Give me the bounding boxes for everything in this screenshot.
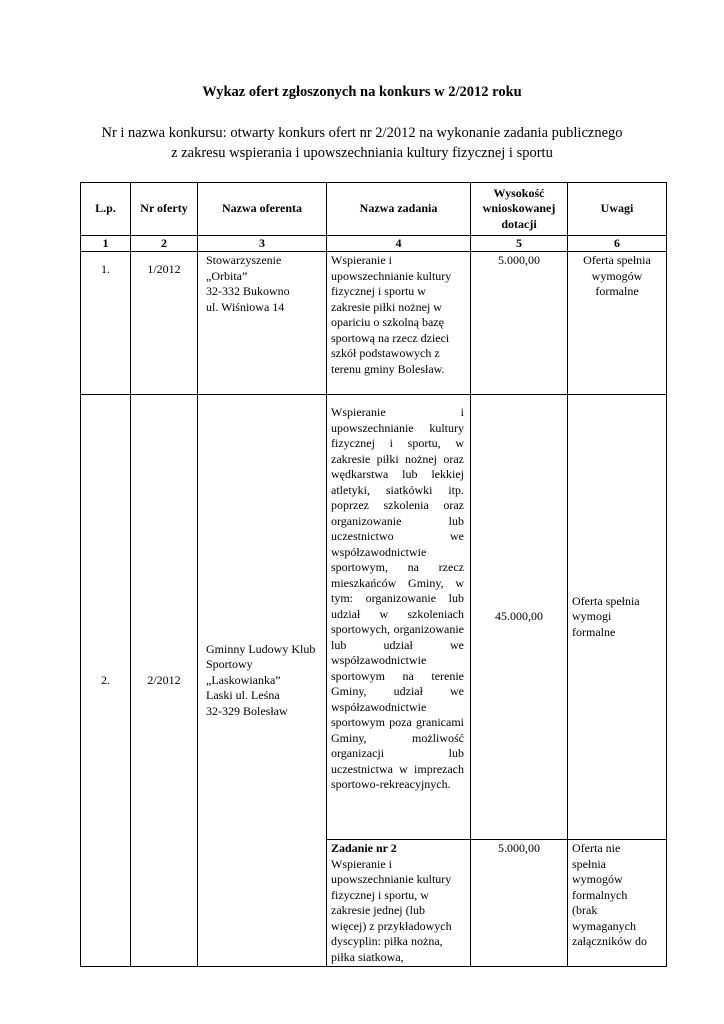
competition-name-line-2: z zakresu wspierania i upowszechniania kultury fizycznej i sportu [171, 145, 553, 161]
bidder-line: 32-332 Bukowno [206, 284, 290, 298]
bidder-line: ul. Wiśniowa 14 [206, 299, 285, 314]
row-grant-amount: 45.000,00 [471, 395, 568, 840]
task-line: szkół podstawowych z [331, 346, 440, 360]
row-task [327, 252, 471, 395]
task-line: dyscyplin: piłka nożna, [331, 934, 443, 948]
header-task-name: Nazwa zadania [327, 183, 471, 236]
remarks-line: wymogów [591, 268, 643, 283]
column-numbers-row [81, 236, 667, 252]
task-line: więcej) z przykładowych [331, 918, 452, 933]
remarks-line: formalne [572, 624, 616, 639]
bidder-line: Sportowy [206, 657, 253, 672]
competition-name [0, 123, 724, 163]
row-lp: 1. [81, 252, 131, 395]
remarks-line: Oferta nie [572, 841, 621, 855]
header-bidder-name: Nazwa oferenta [198, 183, 327, 236]
column-number: 5 [471, 236, 568, 252]
remarks-line: formalne [595, 284, 639, 298]
bidder-line: „Laskowianka” [206, 672, 281, 687]
task-line: opariciu o szkolną bazę [331, 315, 444, 329]
column-number: 3 [198, 236, 327, 252]
task-line: fizycznej i sportu, w [331, 887, 429, 902]
row-task [327, 840, 471, 967]
row-bidder [198, 252, 327, 395]
remarks-line: Oferta spełnia [583, 253, 651, 267]
header-grant-amount-line-3: dotacji [501, 216, 537, 231]
competition-name-line-1: Nr i nazwa konkursu: otwarty konkurs ofert nr 2/2012 na wykonanie zadania publicznego [101, 125, 623, 141]
header-grant-amount-line-2: wnioskowanej [482, 201, 556, 216]
remarks-line: Oferta spełnia [572, 593, 640, 608]
header-offer-number: Nr oferty [131, 183, 198, 236]
remarks-line: (brak [572, 903, 598, 917]
column-number: 2 [131, 236, 198, 252]
column-number: 4 [327, 236, 471, 252]
row-remarks [568, 252, 667, 395]
bidder-line: „Orbita” [206, 268, 248, 283]
task-line: sportową na rzecz dzieci [331, 330, 450, 345]
task-line: upowszechnianie kultury [331, 268, 452, 283]
task-line: Wspieranie i [331, 253, 392, 267]
bidder-line: Laski ul. Leśna [206, 688, 280, 703]
row-offer-number: 2/2012 [131, 395, 198, 967]
bidder-line: Stowarzyszenie [206, 253, 282, 267]
remarks-line: wymogów [572, 872, 623, 886]
header-grant-amount [471, 183, 568, 236]
task-line: zakresie piłki nożnej w [331, 299, 442, 314]
remarks-line: wymaganych [572, 918, 636, 933]
column-number: 6 [568, 236, 667, 252]
remarks-line: wymogi [572, 609, 612, 624]
document-title: Wykaz ofert zgłoszonych na konkurs w 2/2012 roku [202, 84, 522, 100]
row-offer-number: 1/2012 [131, 252, 198, 395]
row-remarks [568, 840, 667, 967]
header-grant-amount-line-1: Wysokość [493, 185, 545, 200]
task-line: upowszechnianie kultury [331, 872, 452, 886]
table-header-row [81, 183, 667, 236]
bidder-line: Gminny Ludowy Klub [206, 641, 316, 656]
table-row [81, 395, 667, 840]
task-line: zakresie jednej (lub [331, 903, 425, 917]
offers-table [80, 182, 667, 967]
row-grant-amount: 5.000,00 [471, 252, 568, 395]
task-line: piłka siatkowa, [331, 949, 404, 964]
task-line: terenu gminy Bolesław. [331, 361, 445, 376]
row-task: Wspieranie i upowszechnianie kultury fizycznej i sportu, w zakresie piłki nożnej oraz wędkarstwa lub lekkiej atletyki, siatkówki itp. poprzez szkolenia oraz organizowanie lub uczestnictwo we współzawodnictwie sportowym, na rzecz mieszkańców Gminy, w tym: organizowanie lub udział w szkoleniach sportowych, organizowanie lub udział we współzawodnictwie sportowym na terenie Gminy, udział we współzawodnictwie sportowym poza granicami Gminy, możliwość organizacji lub uczestnictwa w imprezach sportowo-rekreacyjnych. [327, 395, 471, 840]
row-lp: 2. [81, 395, 131, 967]
header-lp: L.p. [81, 183, 131, 236]
remarks-line: formalnych [572, 887, 628, 902]
bidder-line: 32-329 Bolesław [206, 703, 288, 718]
task-line: fizycznej i sportu w [331, 284, 426, 298]
task-line: Wspieranie i [331, 856, 392, 871]
remarks-line: spełnia [572, 856, 606, 871]
table-row [81, 252, 667, 395]
remarks-line: załączników do [572, 934, 647, 948]
header-remarks: Uwagi [568, 183, 667, 236]
row-grant-amount: 5.000,00 [471, 840, 568, 967]
task-title: Zadanie nr 2 [331, 841, 397, 855]
row-remarks [568, 395, 667, 840]
column-number: 1 [81, 236, 131, 252]
row-bidder [198, 395, 327, 967]
